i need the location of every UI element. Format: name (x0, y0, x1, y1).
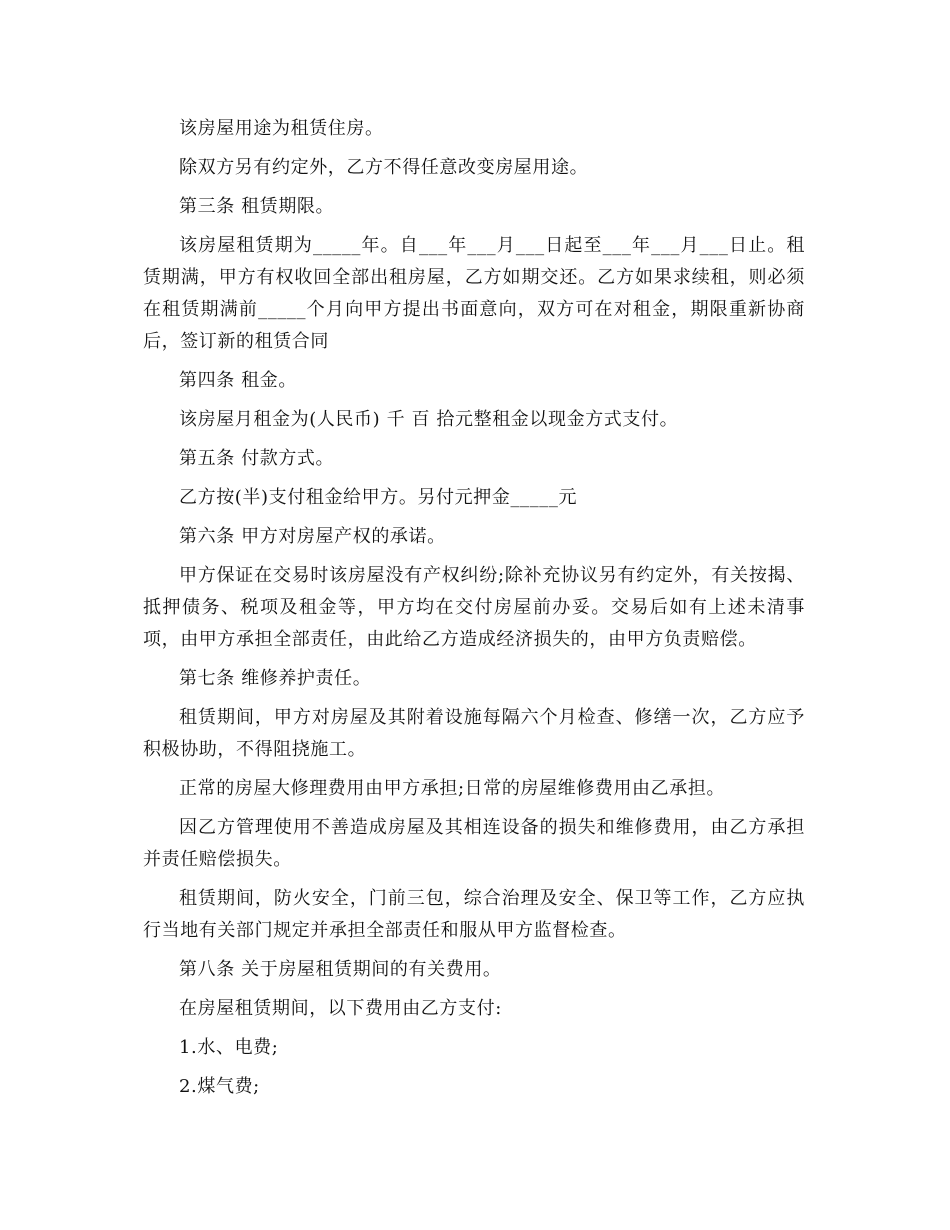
paragraph-usage-restriction: 除双方另有约定外，乙方不得任意改变房屋用途。 (179, 157, 589, 178)
paragraph-payment: 乙方按(半)支付租金给甲方。另付元押金_____元 (179, 487, 578, 508)
document-body (143, 113, 805, 1110)
paragraph-inspection: 租赁期间，甲方对房屋及其附着设施每隔六个月检查、修缮一次，乙方应予积极协助，不得阻挠施工。 (143, 707, 805, 760)
paragraph-damage-liability: 因乙方管理使用不善造成房屋及其相连设备的损失和维修费用，由乙方承担并责任赔偿损失。 (143, 817, 805, 870)
paragraph-property-rights: 甲方保证在交易时该房屋没有产权纠纷;除补充协议另有约定外，有关按揭、抵押债务、税项及租金等，甲方均在交付房屋前办妥。交易后如有上述未清事项，由甲方承担全部责任，由此给乙方造成经济损失的，由甲方负责赔偿。 (143, 565, 805, 650)
article-5-heading: 第五条 付款方式。 (179, 448, 335, 469)
paragraph-fees-intro: 在房屋租赁期间，以下费用由乙方支付: (179, 998, 502, 1019)
article-4-heading: 第四条 租金。 (179, 370, 297, 391)
article-3-heading: 第三条 租赁期限。 (179, 196, 335, 217)
article-8-heading: 第八条 关于房屋租赁期间的有关费用。 (179, 959, 502, 980)
list-item-gas: 2.煤气费; (179, 1076, 260, 1097)
paragraph-usage: 该房屋用途为租赁住房。 (179, 118, 384, 139)
paragraph-lease-term: 该房屋租赁期为_____年。自___年___月___日起至___年___月___日止。租赁期满，甲方有权收回全部出租房屋，乙方如期交还。乙方如果求续租，则必须在租赁期满前_____个月向甲方提出书面意向，双方可在对租金，期限重新协商后，签订新的租赁合同 (143, 235, 805, 352)
list-item-water-electricity: 1.水、电费; (179, 1037, 279, 1058)
paragraph-repair-costs: 正常的房屋大修理费用由甲方承担;日常的房屋维修费用由乙承担。 (179, 778, 726, 799)
article-7-heading: 第七条 维修养护责任。 (179, 668, 372, 689)
paragraph-rent: 该房屋月租金为(人民币) 千 百 拾元整租金以现金方式支付。 (179, 409, 679, 430)
paragraph-safety: 租赁期间，防火安全，门前三包，综合治理及安全、保卫等工作，乙方应执行当地有关部门规定并承担全部责任和服从甲方监督检查。 (143, 888, 805, 941)
article-6-heading: 第六条 甲方对房屋产权的承诺。 (179, 526, 446, 547)
